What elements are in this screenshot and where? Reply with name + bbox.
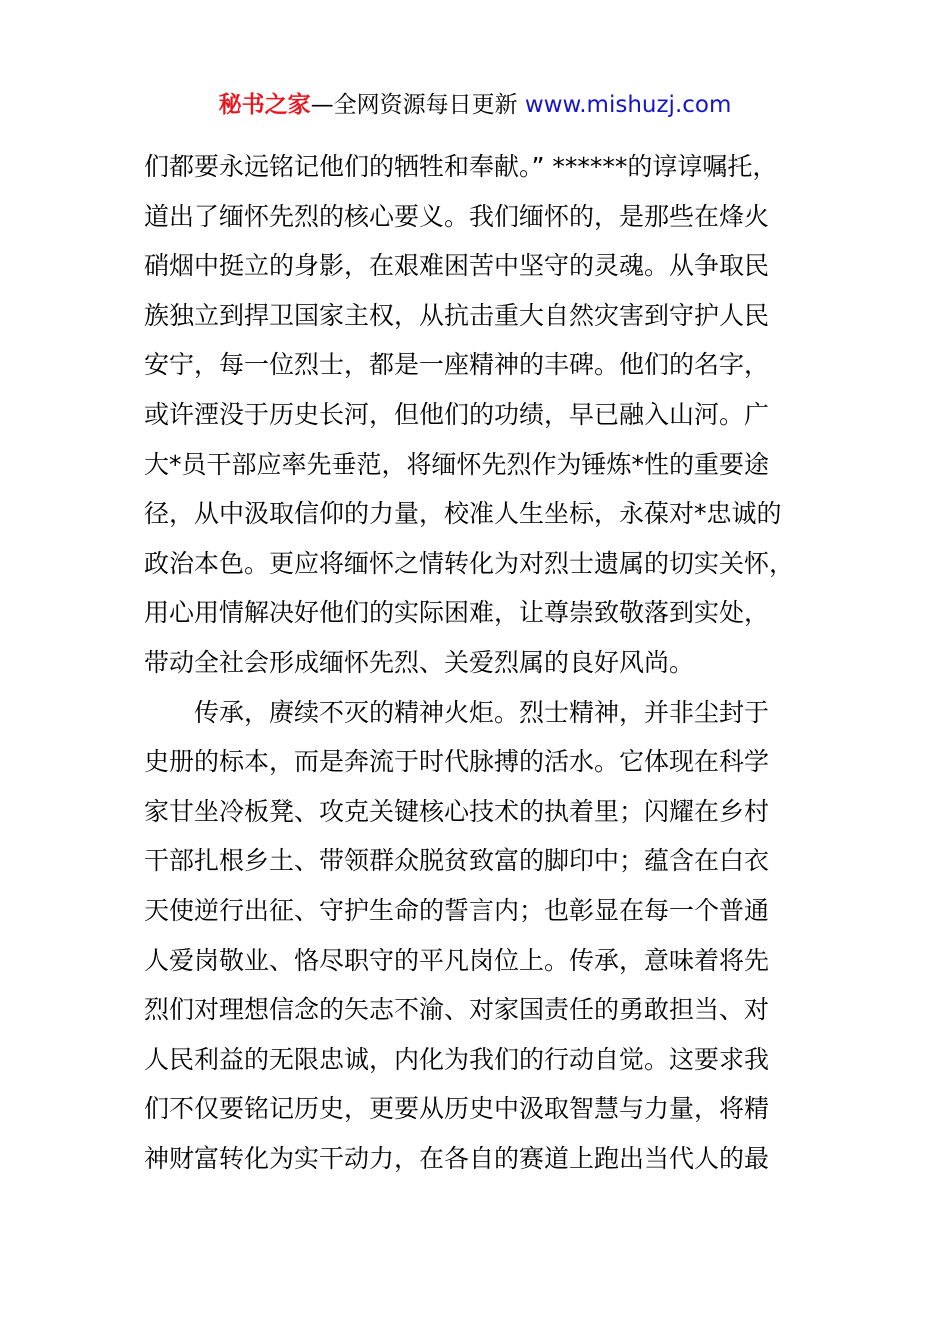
text-line: 用心用情解决好他们的实际困难，让尊崇致敬落到实处， [144, 598, 770, 628]
site-url[interactable]: www.mishuzj.com [524, 92, 732, 118]
site-brand: 秘书之家 [218, 92, 311, 118]
site-tagline: —全网资源每日更新 [310, 92, 525, 118]
text-line: 人民利益的无限忠诚，内化为我们的行动自觉。这要求我 [144, 1044, 770, 1074]
text-line: 神财富转化为实干动力，在各自的赛道上跑出当代人的最 [144, 1143, 770, 1173]
text-line: 人爱岗敬业、恪尽职守的平凡岗位上。传承，意味着将先 [144, 945, 770, 975]
document-body [144, 142, 809, 1183]
text-line: 径，从中汲取信仰的力量，校准人生坐标，永葆对*忠诚的 [144, 499, 782, 529]
page-header [0, 88, 950, 122]
text-line: 烈们对理想信念的矢志不渝、对家国责任的勇敢担当、对 [144, 995, 770, 1025]
text-line: 或许湮没于历史长河，但他们的功绩，早已融入山河。广 [144, 399, 770, 429]
text-line: 史册的标本，而是奔流于时代脉搏的活水。它体现在科学 [144, 747, 770, 777]
text-line: 安宁，每一位烈士，都是一座精神的丰碑。他们的名字， [144, 350, 770, 380]
text-line: 家甘坐冷板凳、攻克关键核心技术的执着里；闪耀在乡村 [144, 796, 770, 826]
text-line: 硝烟中挺立的身影，在艰难困苦中坚守的灵魂。从争取民 [144, 251, 770, 281]
text-line: 们都要永远铭记他们的牺牲和奉献。” ******的谆谆嘱托， [144, 152, 778, 181]
text-line: 道出了缅怀先烈的核心要义。我们缅怀的，是那些在烽火 [144, 201, 770, 231]
text-line: 干部扎根乡土、带领群众脱贫致富的脚印中；蕴含在白衣 [144, 846, 770, 876]
text-line: 政治本色。更应将缅怀之情转化为对烈士遗属的切实关怀， [144, 548, 795, 578]
paragraph-start-line: 传承，赓续不灭的精神火炬。烈士精神，并非尘封于 [194, 697, 770, 727]
text-line: 们不仅要铭记历史，更要从历史中汲取智慧与力量，将精 [144, 1094, 770, 1124]
text-line: 带动全社会形成缅怀先烈、关爱烈属的良好风尚。 [144, 647, 695, 677]
text-line: 大*员干部应率先垂范，将缅怀先烈作为锤炼*性的重要途 [144, 449, 770, 479]
text-line: 族独立到捍卫国家主权，从抗击重大自然灾害到守护人民 [144, 300, 770, 330]
text-line: 天使逆行出征、守护生命的誓言内；也彰显在每一个普通 [144, 895, 770, 925]
